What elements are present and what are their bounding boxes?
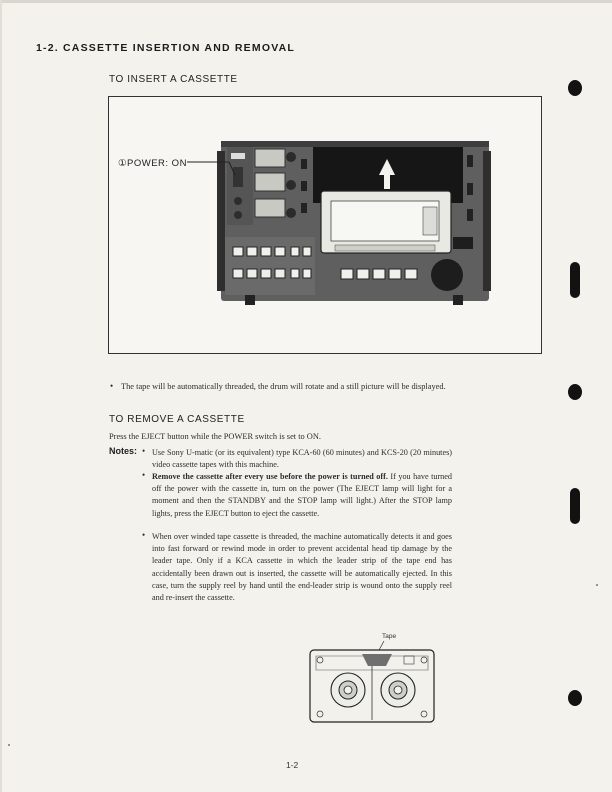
bullet: •: [110, 381, 114, 391]
jog-dial: [431, 259, 463, 291]
transport-button: [341, 269, 353, 279]
punch-hole: [568, 80, 582, 96]
auto-thread-note: The tape will be automatically threaded, the drum will rotate and a still picture will be displayed.: [121, 382, 446, 391]
note-remove-cassette-head: Remove the cassette after every use before the power is turned off.: [152, 472, 388, 481]
note-tape-types: Use Sony U-matic (or its equivalent) type KCA-60 (60 minutes) and KCS-20 (20 minutes) video cassette tapes with this machine.: [152, 448, 452, 470]
punch-hole: [568, 690, 582, 706]
note-over-winded-tape: When over winded tape cassette is threaded, the machine automatically detects it and goes into fast forward or rewind mode in order to prevent accidental head tip damage by the leader tape. Only if a KCA cassette in which the leader strip of the tape end has accidentally been drawn out is inserted, the cassette will be automatically ejected. In this case, turn the supply reel by hand until the end-leader strip is wound onto the supply reel and re-insert the cassette.: [152, 532, 452, 603]
vcr-cassette-insertion-figure: [108, 96, 542, 354]
page-edge: [0, 0, 612, 3]
insert-heading: TO INSERT A CASSETTE: [109, 74, 238, 85]
transport-button: [357, 269, 369, 279]
paper-speck: [596, 584, 598, 586]
transport-button: [373, 269, 385, 279]
level-meter: [255, 199, 285, 217]
page-edge-left: [0, 0, 2, 792]
page-number: 1-2: [286, 760, 299, 770]
power-on-callout: ①POWER: ON: [118, 158, 187, 169]
level-meter: [255, 149, 285, 167]
notes-label: Notes:: [109, 446, 138, 456]
section-title: 1-2. CASSETTE INSERTION AND REMOVAL: [36, 42, 296, 54]
punch-slot: [570, 262, 580, 298]
transport-button: [405, 269, 417, 279]
note-remove-cassette-body: If you have turned off the power with the cassette in, turn on the power (The EJECT lamp will light for a moment and then the STANDBY and the STOP lamp will light.) After the STOP lamp lights, press the EJECT button to eject the cassette.: [152, 472, 452, 518]
vcr-illustration: [109, 97, 542, 354]
bullet: •: [142, 470, 146, 480]
punch-slot: [570, 488, 580, 524]
transport-button: [389, 269, 401, 279]
remove-heading: TO REMOVE A CASSETTE: [109, 414, 245, 425]
eject-instruction: Press the EJECT button while the POWER switch is set to ON.: [109, 432, 322, 441]
power-switch: [233, 167, 243, 187]
note-remove-cassette: [152, 471, 452, 520]
tape-cassette-diagram: [306, 634, 438, 726]
tape-label: Tape: [382, 633, 397, 640]
bullet: •: [142, 446, 146, 456]
bullet: •: [142, 530, 146, 540]
level-meter: [255, 173, 285, 191]
punch-hole: [568, 384, 582, 400]
paper-speck: [8, 744, 10, 746]
